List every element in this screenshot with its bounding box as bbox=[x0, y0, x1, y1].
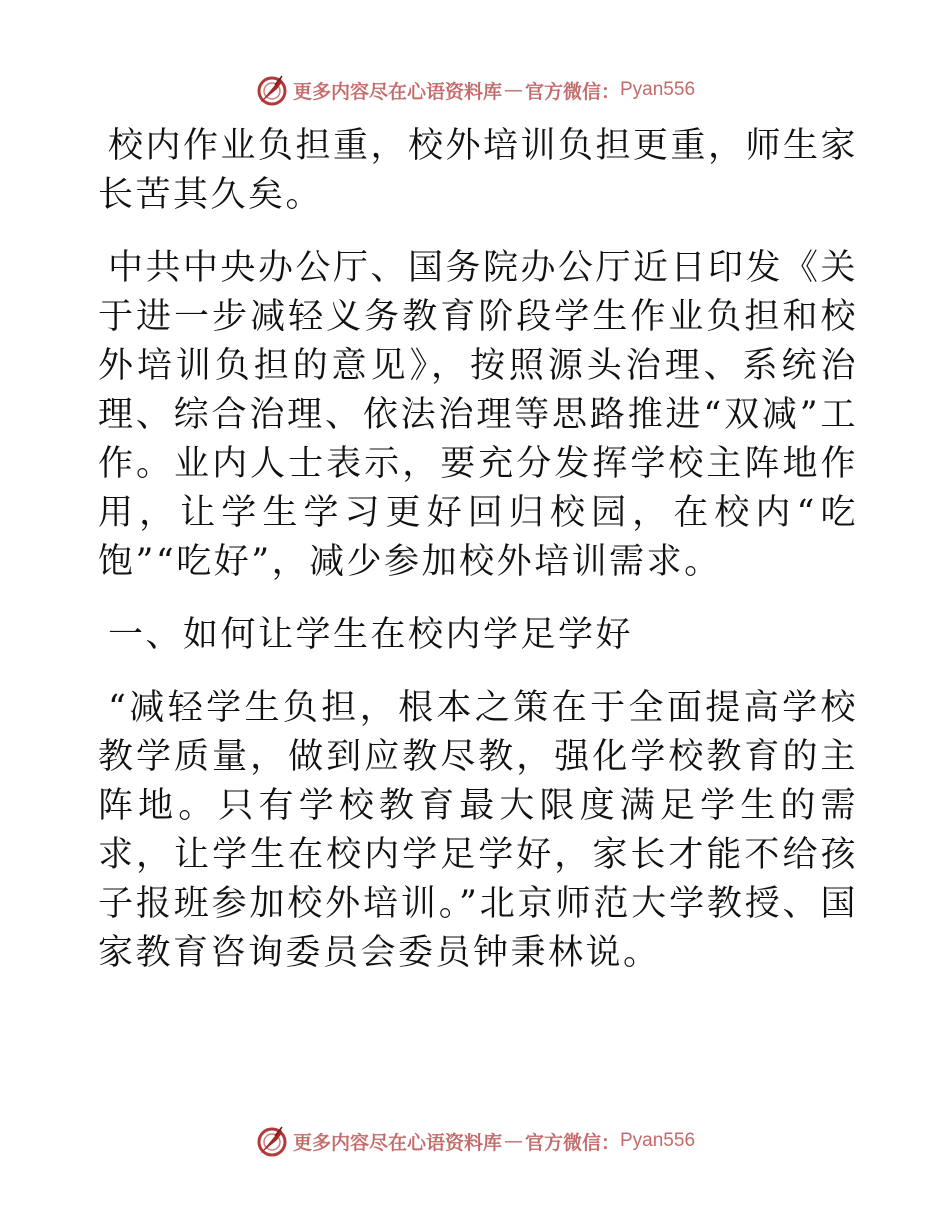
header-banner bbox=[0, 70, 950, 110]
banner-wechat-label: 官方微信： bbox=[524, 80, 620, 103]
banner-wechat-id: Pyan556 bbox=[620, 1130, 696, 1151]
banner-site-text: 更多内容尽在心语资料库 bbox=[292, 1131, 502, 1154]
banner-separator: — bbox=[503, 79, 523, 101]
section-heading: 一、如何让学生在校内学足学好 bbox=[108, 615, 634, 655]
banner-wechat-label: 官方微信： bbox=[524, 1131, 620, 1154]
banner-site-text: 更多内容尽在心语资料库 bbox=[292, 80, 502, 103]
paragraph-policy: 中共中央办公厅、国务院办公厅近日印发《关于进一步减轻义务教育阶段学生作业负担和校外培训负担的意见》，按照源头治理、系统治理、综合治理、依法治理等思路推进“双减”工作。业内人士表示，要充分发挥学校主阵地作用，让学生学习更好回归校园，在校内“吃饱”“吃好”，减少参加校外培训需求。 bbox=[98, 248, 859, 582]
paragraph-intro: 校内作业负担重，校外培训负担更重，师生家长苦其久矣。 bbox=[98, 126, 859, 215]
banner-wechat-id: Pyan556 bbox=[620, 79, 696, 100]
quill-seal-icon bbox=[255, 1124, 289, 1158]
document-body bbox=[98, 122, 858, 978]
paragraph-quote: “减轻学生负担，根本之策在于全面提高学校教学质量，做到应教尽教，强化学校教育的主阵地。只有学校教育最大限度满足学生的需求，让学生在校内学足学好，家长才能不给孩子报班参加校外培训。”北京师范大学教授、国家教育咨询委员会委员钟秉林说。 bbox=[98, 688, 858, 973]
banner-separator: — bbox=[503, 1130, 523, 1152]
footer-banner bbox=[0, 1121, 950, 1161]
quill-seal-icon bbox=[255, 73, 289, 107]
